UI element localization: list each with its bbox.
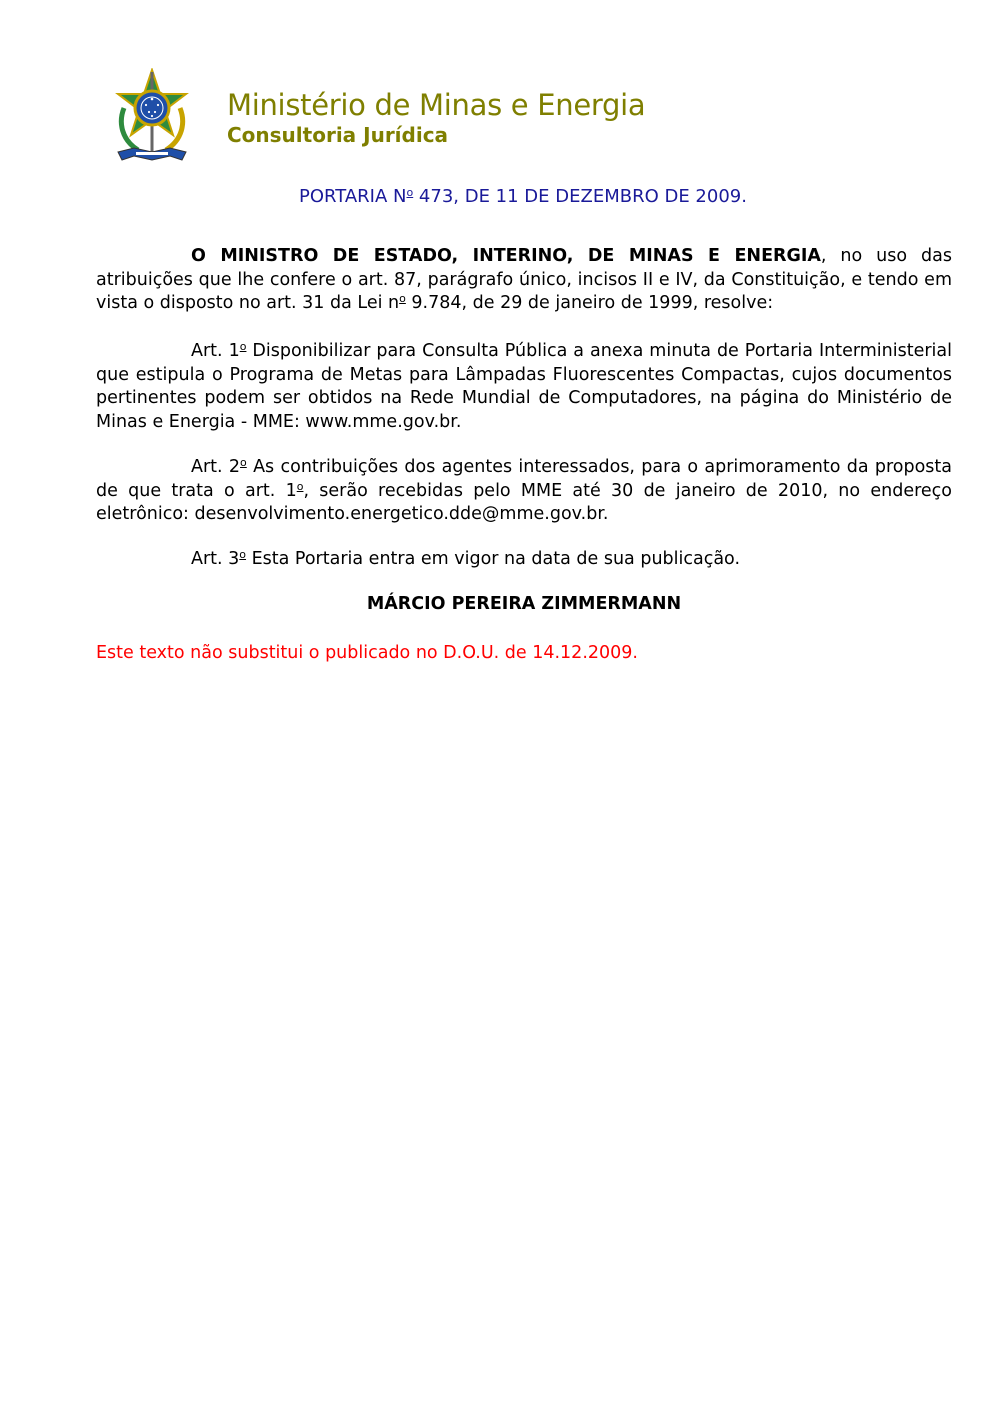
article-1-text: Disponibilizar para Consulta Pública a anexa minuta de Portaria Interministerial que estipula o Programa de Metas para Lâmpadas Fluorescentes Compactas, cujos documentos pertinentes podem ser obtidos na Rede Mundial de Computadores, na página do Ministério de Minas e Energia - MME: www.mme.gov.br.: [96, 341, 952, 432]
header-text-block: [227, 88, 645, 148]
ministry-title: Ministério de Minas e Energia: [227, 88, 646, 122]
article-2-ref-ordinal: o: [296, 479, 304, 493]
signature-name: MÁRCIO PEREIRA ZIMMERMANN: [366, 594, 682, 614]
article-3-text: Esta Portaria entra em vigor na data de sua publicação.: [246, 549, 741, 569]
preamble-text-a: , no uso das atribuições que lhe confere o art. 87, parágrafo único, incisos II e IV, da Constituição, e tendo em vista o disposto no art. 31 da Lei n: [96, 246, 952, 313]
article-3-ordinal: o: [239, 548, 247, 561]
disclaimer-note: Este texto não substitui o publicado no D.O.U. de 14.12.2009.: [96, 643, 638, 663]
article-1-paragraph: [96, 340, 952, 434]
article-1-ordinal: o: [239, 340, 247, 353]
portaria-title-prefix: PORTARIA N: [299, 186, 407, 207]
portaria-title-suffix: 473, DE 11 DE DEZEMBRO DE 2009.: [413, 186, 747, 207]
article-2-text-b: , serão recebidas pelo MME até 30 de janeiro de 2010, no endereço eletrônico: desenvolvimento.energetico.dde@mme.gov.br.: [96, 480, 952, 524]
portaria-title: [0, 186, 1000, 207]
article-2-ordinal: o: [240, 456, 247, 469]
article-3-paragraph: [96, 548, 952, 572]
ministry-subtitle: Consultoria Jurídica: [227, 123, 449, 147]
article-1-label: Art. 1: [191, 341, 240, 361]
article-3-label: Art. 3: [191, 549, 240, 569]
article-2-paragraph: [96, 456, 952, 527]
document-header: [112, 68, 812, 168]
preamble-text-b: 9.784, de 29 de janeiro de 1999, resolve:: [405, 293, 774, 313]
brazil-coat-of-arms-icon: [112, 68, 192, 166]
article-2-text-a: As contribuições dos agentes interessados, para o aprimoramento da proposta de que trata o art. 1: [96, 457, 953, 501]
portaria-title-ordinal: o: [406, 186, 414, 199]
preamble-lead: O MINISTRO DE ESTADO, INTERINO, DE MINAS E ENERGIA: [191, 246, 821, 266]
preamble-ordinal: o: [399, 292, 406, 305]
article-2-label: Art. 2: [191, 457, 241, 477]
preamble-paragraph: [96, 245, 952, 316]
